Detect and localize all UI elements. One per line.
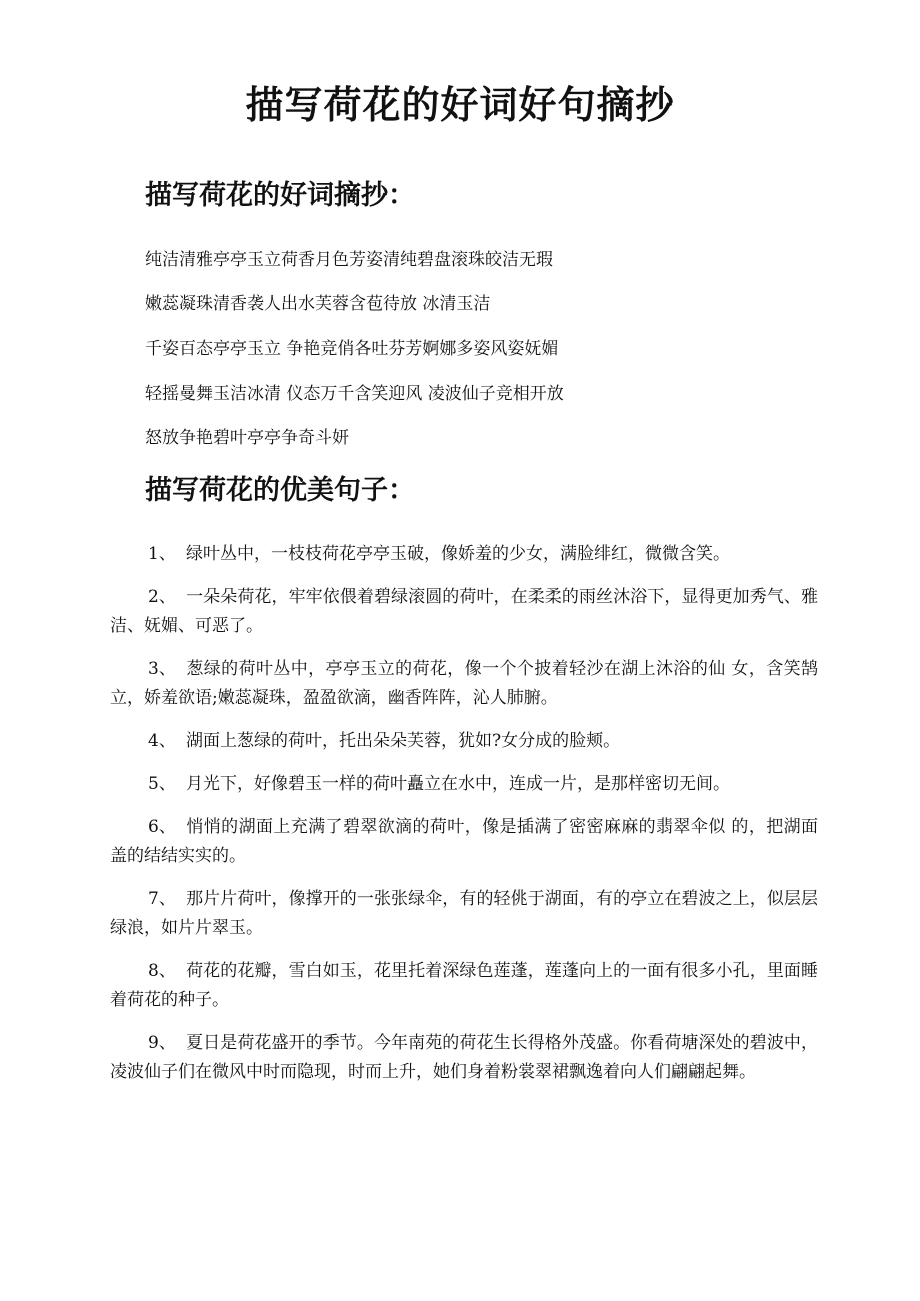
sentence-number: 2、: [148, 587, 176, 607]
sentence-item: [110, 885, 818, 943]
page-title: 描写荷花的好词好句摘抄: [245, 82, 675, 127]
sentence-text: 夏日是荷花盛开的季节。今年南苑的荷花生长得格外茂盛。你看荷塘深处的碧波中，凌波仙子们在微风中时而隐现，时而上升，她们身着粉裳翠裙飘逸着向人们翩翩起舞。: [110, 1033, 818, 1082]
sentence-item: [110, 540, 818, 569]
sentence-text: 那片片荷叶，像撑开的一张张绿伞，有的轻佻于湖面，有的亭立在碧波之上，似层层绿浪，如片片翠玉。: [110, 889, 818, 938]
sentence-item: [110, 957, 818, 1015]
sentence-text: 湖面上葱绿的荷叶，托出朵朵芙蓉，犹如?女分成的脸颊。: [186, 731, 621, 751]
word-line: 千姿百态亭亭玉立 争艳竞俏各吐芬芳婀娜多姿风姿妩媚: [145, 339, 559, 359]
sentence-text: 荷花的花瓣，雪白如玉，花里托着深绿色莲蓬，莲蓬向上的一面有很多小孔，里面睡着荷花的种子。: [110, 961, 818, 1010]
sentence-item: [110, 1029, 818, 1087]
sentence-number: 9、: [148, 1033, 176, 1053]
sentence-text: 悄悄的湖面上充满了碧翠欲滴的荷叶，像是插满了密密麻麻的翡翠伞似 的，把湖面盖的结结实实的。: [110, 817, 818, 866]
sentence-text: 绿叶丛中，一枝枝荷花亭亭玉破，像娇羞的少女，满脸绯红，微微含笑。: [186, 544, 730, 564]
sentence-text: 一朵朵荷花，牢牢依偎着碧绿滚圆的荷叶，在柔柔的雨丝沐浴下，显得更加秀气、雅洁、妩媚、可恶了。: [110, 587, 818, 636]
sentence-number: 3、: [148, 659, 176, 679]
word-line: 嫩蕊凝珠清香袭人出水芙蓉含苞待放 冰清玉洁: [145, 294, 491, 314]
sentence-item: [110, 583, 818, 641]
sentence-item: [110, 813, 818, 871]
word-line: 轻摇曼舞玉洁冰清 仪态万千含笑迎风 凌波仙子竞相开放: [145, 384, 564, 404]
sentence-item: [110, 727, 818, 756]
sentence-item: [110, 770, 818, 799]
word-line: 纯洁清雅亭亭玉立荷香月色芳姿清纯碧盘滚珠皎洁无瑕: [145, 250, 553, 270]
sentence-item: [110, 655, 818, 713]
sentence-number: 5、: [148, 774, 176, 794]
sentences-section-heading: 描写荷花的优美句子：: [145, 475, 415, 506]
sentence-number: 6、: [148, 817, 176, 837]
words-section-heading: 描写荷花的好词摘抄：: [145, 180, 415, 211]
word-line: 怒放争艳碧叶亭亭争奇斗妍: [145, 428, 349, 448]
sentence-text: 葱绿的荷叶丛中，亭亭玉立的荷花，像一个个披着轻沙在湖上沐浴的仙 女，含笑鹄立，娇羞欲语;嫩蕊凝珠，盈盈欲滴，幽香阵阵，沁人肺腑。: [110, 659, 818, 708]
sentence-number: 8、: [148, 961, 176, 981]
sentence-text: 月光下，好像碧玉一样的荷叶矗立在水中，连成一片，是那样密切无间。: [186, 774, 730, 794]
sentence-number: 7、: [148, 889, 176, 909]
sentence-list: [110, 540, 818, 1101]
sentence-number: 1、: [148, 544, 176, 564]
sentence-number: 4、: [148, 731, 176, 751]
